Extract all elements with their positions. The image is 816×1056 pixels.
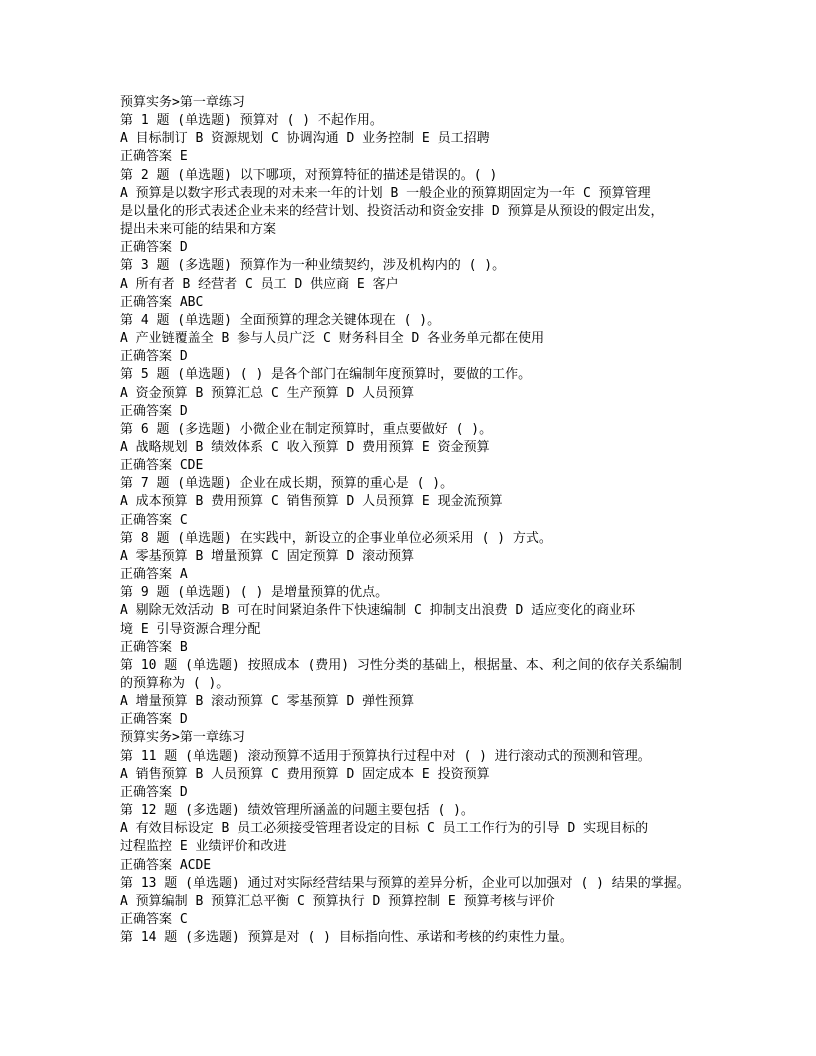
correct-answer: 正确答案 CDE <box>120 458 204 474</box>
question-text: 第 9 题 (单选题) ( ) 是增量预算的优点。 <box>120 585 389 601</box>
question-options: 提出未来可能的结果和方案 <box>120 222 277 238</box>
correct-answer: 正确答案 ACDE <box>120 857 212 873</box>
section-header: 预算实务>第一章练习 <box>120 95 245 110</box>
question-options: A 战略规划 B 绩效体系 C 收入预算 D 费用预算 E 资金预算 <box>120 439 490 455</box>
question-options: A 剔除无效活动 B 可在时间紧迫条件下快速编制 C 抑制支出浪费 D 适应变化的商业环 <box>120 603 636 619</box>
question-options: A 预算编制 B 预算汇总平衡 C 预算执行 D 预算控制 E 预算考核与评价 <box>120 893 555 909</box>
correct-answer: 正确答案 D <box>120 240 188 256</box>
question-text: 第 1 题 (单选题) 预算对 ( ) 不起作用。 <box>120 113 383 129</box>
correct-answer: 正确答案 D <box>120 784 188 800</box>
correct-answer: 正确答案 E <box>120 149 188 165</box>
question-text: 的预算称为 ( )。 <box>120 676 230 691</box>
question-text: 第 11 题 (单选题) 滚动预算不适用于预算执行过程中对 ( ) 进行滚动式的预测和管理。 <box>120 748 651 764</box>
question-options: A 预算是以数字形式表现的对未来一年的计划 B 一般企业的预算期固定为一年 C 预算管理 <box>120 185 651 201</box>
question-options: 境 E 引导资源合理分配 <box>120 621 261 637</box>
question-text: 第 12 题 (多选题) 绩效管理所涵盖的问题主要包括 ( )。 <box>120 803 474 819</box>
question-text: 第 3 题 (多选题) 预算作为一种业绩契约，涉及机构内的 ( )。 <box>120 258 506 274</box>
question-text: 第 14 题 (多选题) 预算是对 ( ) 目标指向性、承诺和考核的约束性力量。 <box>120 930 573 946</box>
question-options: A 成本预算 B 费用预算 C 销售预算 D 人员预算 E 现金流预算 <box>120 494 503 510</box>
question-options: A 零基预算 B 增量预算 C 固定预算 D 滚动预算 <box>120 548 415 564</box>
question-text: 第 10 题 (单选题) 按照成本 (费用) 习性分类的基础上，根据量、本、利之间的依存关系编制 <box>120 657 682 673</box>
question-text: 第 7 题 (单选题) 企业在成长期，预算的重心是 ( )。 <box>120 476 454 492</box>
correct-answer: 正确答案 ABC <box>120 294 204 310</box>
question-options: A 资金预算 B 预算汇总 C 生产预算 D 人员预算 <box>120 385 415 401</box>
question-text: 第 13 题 (单选题) 通过对实际经营结果与预算的差异分析，企业可以加强对 ( ) 结果的掌握。 <box>120 875 690 891</box>
question-text: 第 2 题 (单选题) 以下哪项，对预算特征的描述是错误的。( ) <box>120 167 498 183</box>
question-text: 第 8 题 (单选题) 在实践中，新设立的企事业单位必须采用 ( ) 方式。 <box>120 530 552 546</box>
question-options: 是以量化的形式表述企业未来的经营计划、投资活动和资金安排 D 预算是从预设的假定出发， <box>120 203 664 219</box>
question-options: A 产业链覆盖全 B 参与人员广泛 C 财务科目全 D 各业务单元都在使用 <box>120 331 545 347</box>
question-options: A 有效目标设定 B 员工必须接受管理者设定的目标 C 员工工作行为的引导 D 实现目标的 <box>120 821 649 837</box>
question-options: 过程监控 E 业绩评价和改进 <box>120 839 287 855</box>
correct-answer: 正确答案 D <box>120 403 188 419</box>
question-text: 第 6 题 (多选题) 小微企业在制定预算时，重点要做好 ( )。 <box>120 421 493 437</box>
question-options: A 销售预算 B 人员预算 C 费用预算 D 固定成本 E 投资预算 <box>120 766 490 782</box>
question-options: A 所有者 B 经营者 C 员工 D 供应商 E 客户 <box>120 276 399 292</box>
correct-answer: 正确答案 C <box>120 912 188 928</box>
correct-answer: 正确答案 A <box>120 567 188 583</box>
question-text: 第 4 题 (单选题) 全面预算的理念关键体现在 ( )。 <box>120 312 441 328</box>
correct-answer: 正确答案 D <box>120 349 188 365</box>
correct-answer: 正确答案 B <box>120 639 188 655</box>
document-page <box>120 94 710 947</box>
question-options: A 增量预算 B 滚动预算 C 零基预算 D 弹性预算 <box>120 694 415 710</box>
question-options: A 目标制订 B 资源规划 C 协调沟通 D 业务控制 E 员工招聘 <box>120 131 490 147</box>
section-header: 预算实务>第一章练习 <box>120 730 245 746</box>
correct-answer: 正确答案 D <box>120 712 188 728</box>
question-text: 第 5 题 (单选题) ( ) 是各个部门在编制年度预算时，要做的工作。 <box>120 367 532 383</box>
correct-answer: 正确答案 C <box>120 512 188 528</box>
